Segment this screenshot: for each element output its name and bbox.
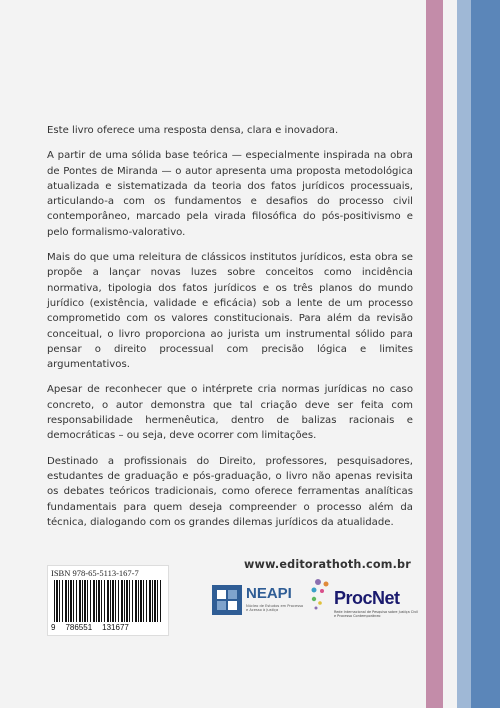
isbn-barcode xyxy=(47,565,169,636)
procnet-subtitle: Rede Internacional de Pesquisa sobre Justiça Civil e Processo Contemporâneo xyxy=(334,610,418,618)
neapi-subtitle: Núcleo de Estudos em Processo e Acesso à Justiça xyxy=(246,604,304,612)
synopsis-paragraph-1: Este livro oferece uma resposta densa, clara e inovadora. xyxy=(47,125,339,136)
barcode-digits xyxy=(51,623,139,632)
light-blue-stripe xyxy=(457,0,471,708)
isbn-number: ISBN 978-65-5113-167-7 xyxy=(51,568,139,578)
synopsis xyxy=(47,123,413,540)
barcode-icon xyxy=(54,580,162,622)
neapi-name: NEAPI xyxy=(246,585,292,602)
synopsis-paragraph-2: A partir de uma sólida base teórica — especialmente inspirada na obra de Pontes de Miranda — o autor apresenta uma proposta metodológica atualizada e sistematizada da teoria dos fatos jurídicos processuais, articulando-a com os fundamentos e desafios do processo civil contemporâneo, marcado pela virada filosófica do pós-positivismo e pelo formalismo-valorativo. xyxy=(47,150,413,238)
synopsis-paragraph-5: Destinado a profissionais do Direito, professores, pesquisadores, estudantes de graduação e pós-graduação, o livro não apenas revisita os debates teóricos tradicionais, como oferece ferramentas analíticas fundamentais para quem deseja compreender o processo além da técnica, dialogando com os grandes dilemas jurídicos da atualidade. xyxy=(47,455,413,528)
procnet-dots-icon xyxy=(310,578,334,612)
neapi-mark-icon xyxy=(212,585,244,615)
pink-stripe xyxy=(426,0,443,708)
barcode-digit-group: 786551 xyxy=(65,623,93,632)
synopsis-paragraph-3: Mais do que uma releitura de clássicos institutos jurídicos, esta obra se propõe a lançar novas luzes sobre conceitos como incidência normativa, tipologia dos fatos jurídicos e os três planos do mundo jurídico (existência, validade e eficácia) sob a lente de um processo comprometido com os valores constitucionais. Para além da revisão conceitual, o livro proporciona ao jurista um instrumental sólido para pensar o direito processual com precisão lógica e limites argumentativos. xyxy=(47,252,413,371)
synopsis-paragraph-4: Apesar de reconhecer que o intérprete cria normas jurídicas no caso concreto, o autor demonstra que tal criação deve ser feita com responsabilidade hermenêutica, dentro de balizas racionais e democráticas – ou seja, deve ocorrer com limitações. xyxy=(47,384,413,442)
neapi-logo xyxy=(212,585,302,619)
procnet-logo xyxy=(310,578,420,628)
publisher-url[interactable]: www.editorathoth.com.br xyxy=(244,558,411,571)
barcode-digit-group: 131677 xyxy=(102,623,129,632)
procnet-name: ProcNet xyxy=(334,588,400,608)
barcode-digit-group: 9 xyxy=(51,623,56,632)
blue-stripe xyxy=(471,0,500,708)
stripe-gap xyxy=(443,0,457,708)
